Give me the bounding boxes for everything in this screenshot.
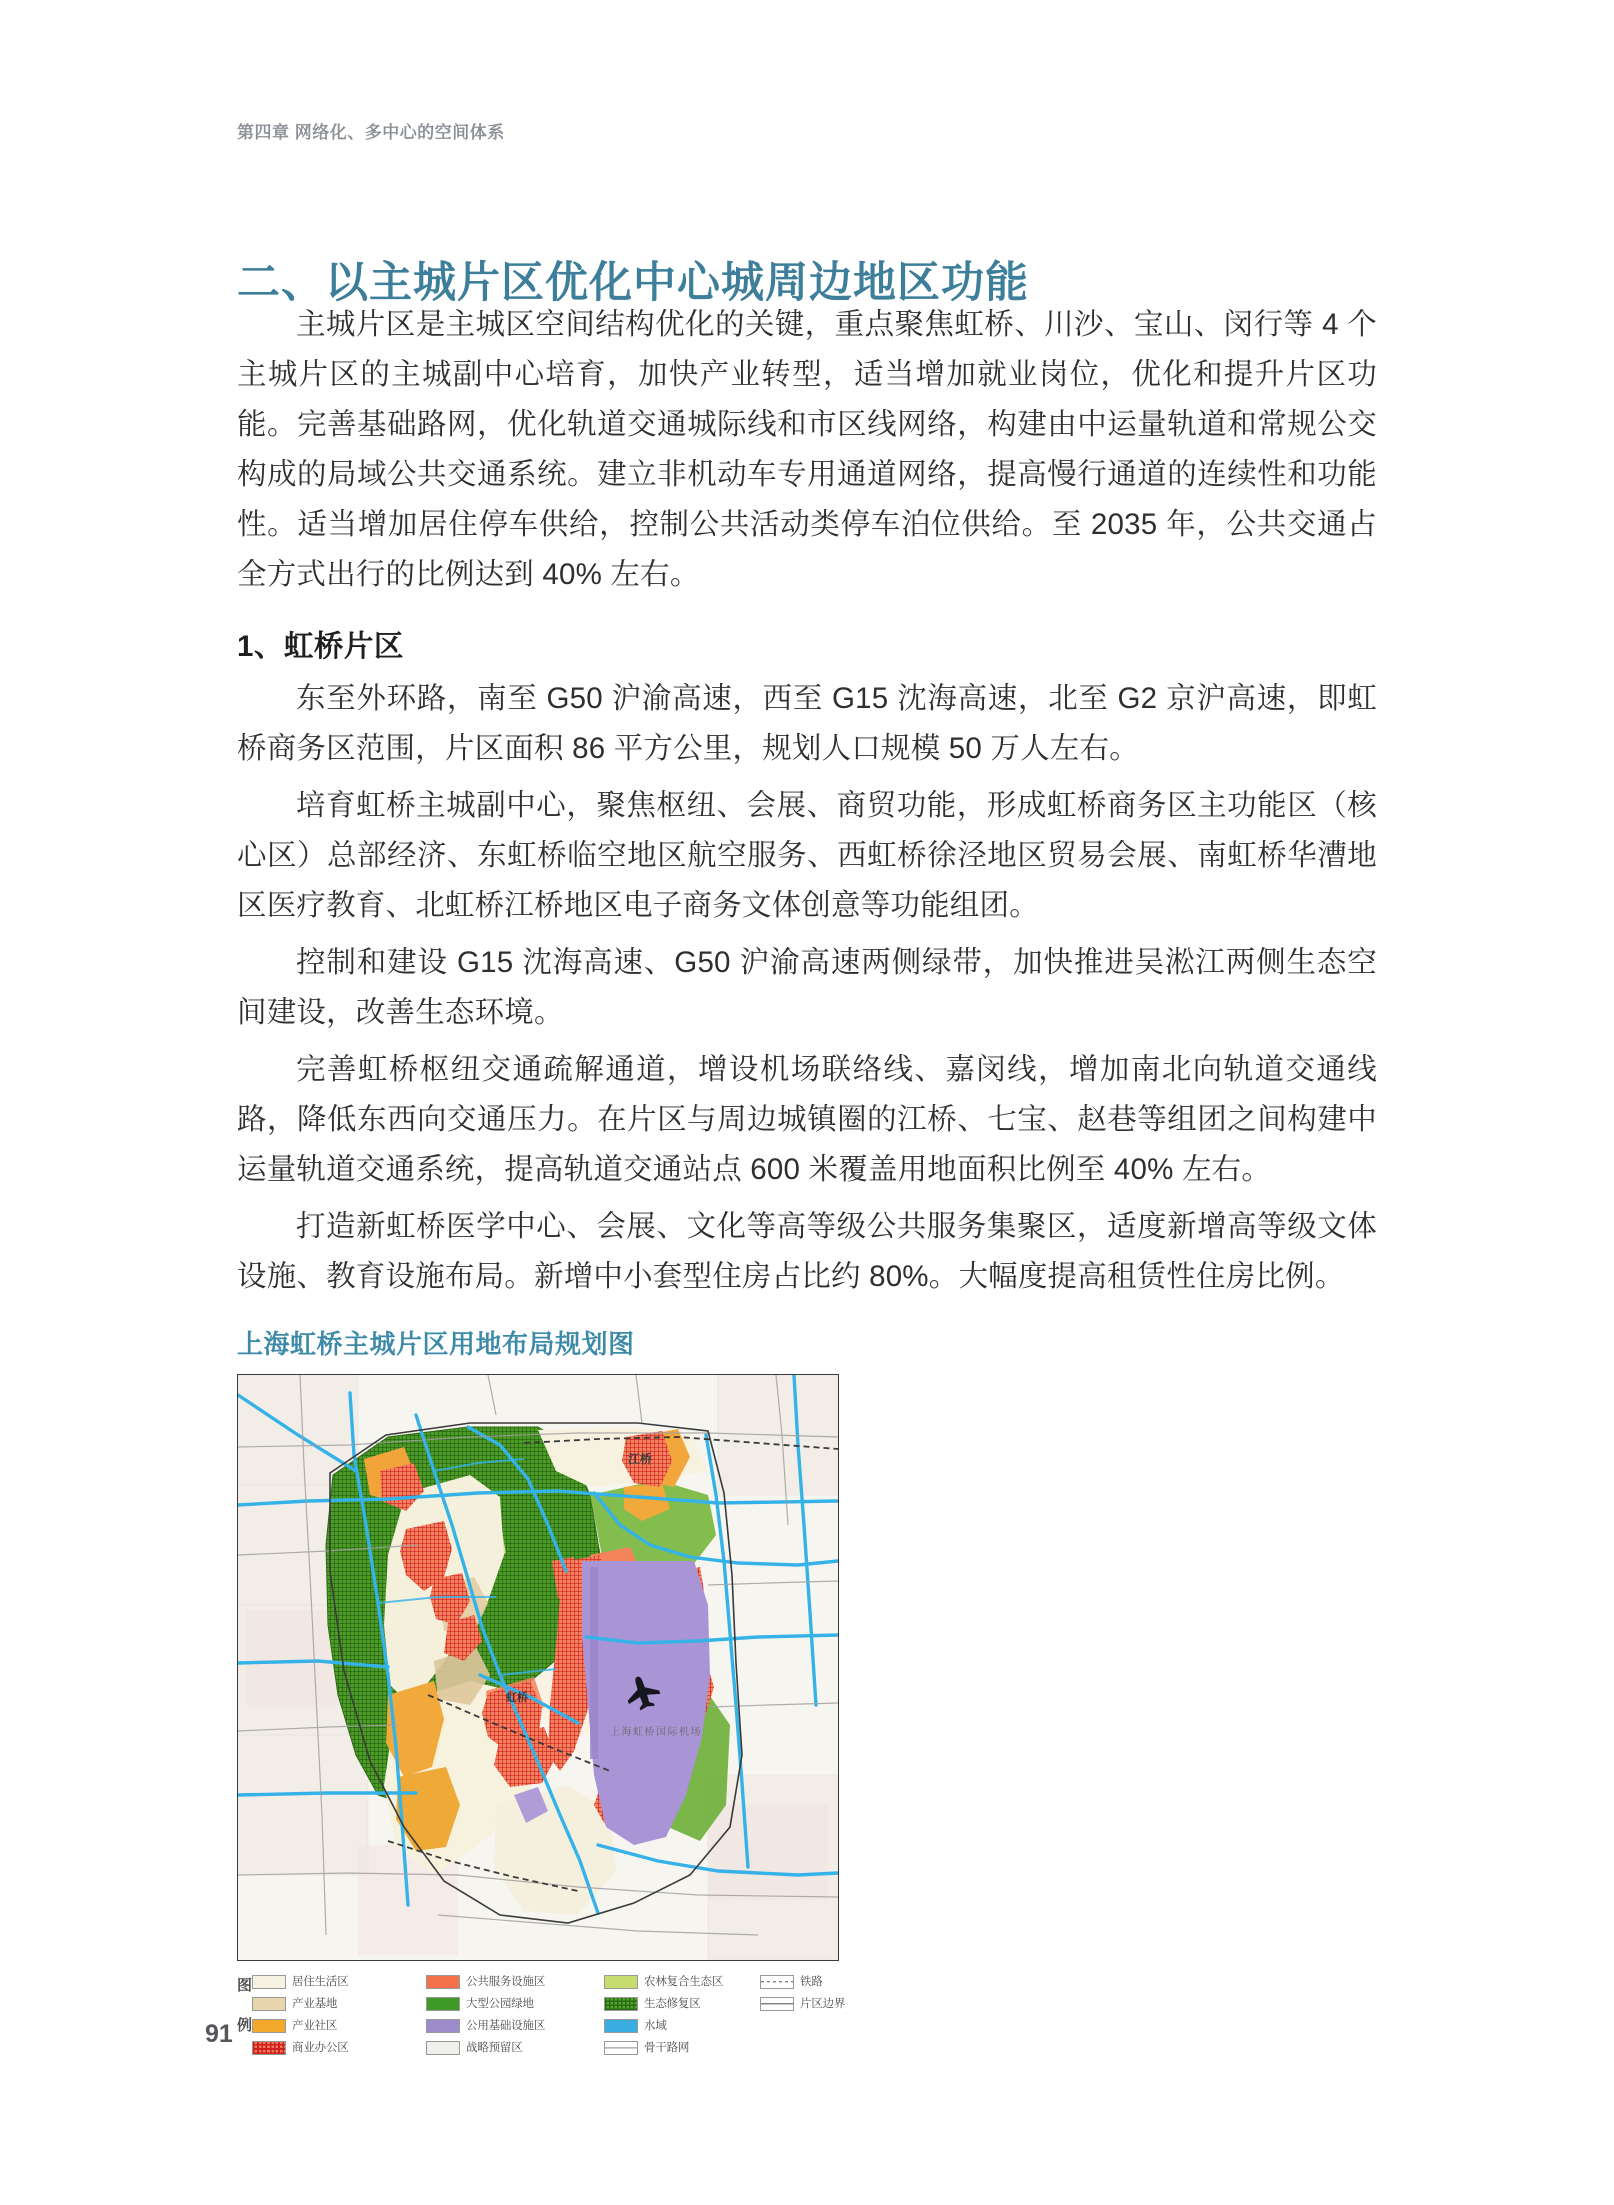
- map-label-airport: 上海虹桥国际机场: [610, 1727, 702, 1738]
- legend-item-industrial-base: [252, 1995, 420, 2012]
- legend-label-industrial-community: 产业社区: [292, 2019, 338, 2032]
- content-column: [237, 300, 1377, 2056]
- paragraph-boundary: 东至外环路，南至 G50 沪渝高速，西至 G15 沈海高速，北至 G2 京沪高速，即虹桥商务区范围，片区面积 86 平方公里，规划人口规模 50 万人左右。: [237, 682, 1377, 765]
- legend-item-water: [604, 2017, 754, 2034]
- legend-swatch-infrastructure: [426, 2019, 460, 2033]
- legend-item-infrastructure: [426, 2017, 598, 2034]
- legend-columns: [252, 1973, 876, 2056]
- legend-column-4: [760, 1973, 876, 2056]
- legend-item-agro-ecological: [604, 1973, 754, 1990]
- legend-column-2: [426, 1973, 598, 2056]
- legend-label-park: 大型公园绿地: [466, 1997, 534, 2010]
- legend-title-char-2: 例: [237, 2017, 253, 2034]
- legend-label-industrial-base: 产业基地: [292, 1997, 338, 2010]
- legend-swatch-commercial-office: [252, 2041, 286, 2055]
- legend-swatch-road-network: [604, 2041, 638, 2055]
- figure-land-use-map: [237, 1324, 1377, 2056]
- legend-swatch-strategic-reserve: [426, 2041, 460, 2055]
- legend-label-residential: 居住生活区: [292, 1975, 349, 1988]
- legend-label-district-boundary: 片区边界: [800, 1997, 846, 2010]
- legend-item-residential: [252, 1973, 420, 1990]
- paragraph-greenbelt: 控制和建设 G15 沈海高速、G50 沪渝高速两侧绿带，加快推进吴淞江两侧生态空间建设，改善生态环境。: [237, 946, 1377, 1029]
- legend-label-infrastructure: 公用基础设施区: [466, 2019, 546, 2032]
- legend-swatch-agro-ecological: [604, 1975, 638, 1989]
- legend-swatch-public-service: [426, 1975, 460, 1989]
- legend-title: [237, 1973, 252, 2037]
- page-title: 二、以主城片区优化中心城周边地区功能: [237, 258, 1029, 307]
- legend-swatch-eco-restoration: [604, 1997, 638, 2011]
- legend-column-3: [604, 1973, 754, 2056]
- legend-item-eco-restoration: [604, 1995, 754, 2012]
- legend-label-road-network: 骨干路网: [644, 2041, 690, 2054]
- legend-label-eco-restoration: 生态修复区: [644, 1997, 701, 2010]
- paragraph-subcenter: 培育虹桥主城副中心，聚焦枢纽、会展、商贸功能，形成虹桥商务区主功能区（核心区）总部经济、东虹桥临空地区航空服务、西虹桥徐泾地区贸易会展、南虹桥华漕地区医疗教育、北虹桥江桥地区电子商务文体创意等功能组团。: [237, 789, 1377, 922]
- legend-swatch-industrial-base: [252, 1997, 286, 2011]
- legend-swatch-industrial-community: [252, 2019, 286, 2033]
- legend-title-char-1: 图: [237, 1977, 253, 1994]
- map-graphic: [238, 1375, 838, 1960]
- page-number: 91: [205, 2020, 233, 2048]
- legend-item-park: [426, 1995, 598, 2012]
- paragraph-transit: 完善虹桥枢纽交通疏解通道，增设机场联络线、嘉闵线，增加南北向轨道交通线路，降低东西向交通压力。在片区与周边城镇圈的江桥、七宝、赵巷等组团之间构建中运量轨道交通系统，提高轨道交通站点 600 米覆盖用地面积比例至 40% 左右。: [237, 1053, 1377, 1186]
- legend-label-strategic-reserve: 战略预留区: [466, 2041, 523, 2054]
- map-legend: [237, 1973, 857, 2056]
- legend-label-commercial-office: 商业办公区: [292, 2041, 349, 2054]
- legend-label-water: 水域: [644, 2019, 667, 2032]
- legend-item-industrial-community: [252, 2017, 420, 2034]
- map-image: [237, 1374, 839, 1961]
- map-label-hongqiao: 虹桥: [506, 1692, 528, 1704]
- legend-label-agro-ecological: 农林复合生态区: [644, 1975, 724, 1988]
- map-label-jiangqiao: 江桥: [628, 1452, 653, 1466]
- legend-item-commercial-office: [252, 2039, 420, 2056]
- paragraph-services: 打造新虹桥医学中心、会展、文化等高等级公共服务集聚区，适度新增高等级文体设施、教育设施布局。新增中小套型住房占比约 80%。大幅度提高租赁性住房比例。: [237, 1210, 1377, 1293]
- legend-label-public-service: 公共服务设施区: [466, 1975, 546, 1988]
- legend-swatch-railway: [760, 1975, 794, 1989]
- legend-swatch-water: [604, 2019, 638, 2033]
- legend-item-strategic-reserve: [426, 2039, 598, 2056]
- paragraph-intro: 主城片区是主城区空间结构优化的关键，重点聚焦虹桥、川沙、宝山、闵行等 4 个主城片区的主城副中心培育，加快产业转型，适当增加就业岗位，优化和提升片区功能。完善基础路网，优化轨道交通城际线和市区线网络，构建由中运量轨道和常规公交构成的局域公共交通系统。建立非机动车专用通道网络，提高慢行通道的连续性和功能性。适当增加居住停车供给，控制公共活动类停车泊位供给。至 2035 年，公共交通占全方式出行的比例达到 40% 左右。: [237, 308, 1377, 591]
- legend-item-railway: [760, 1973, 876, 1990]
- legend-swatch-residential: [252, 1975, 286, 1989]
- figure-caption: 上海虹桥主城片区用地布局规划图: [237, 1329, 635, 1359]
- legend-swatch-district-boundary: [760, 1997, 794, 2011]
- section-heading-hongqiao: 1、虹桥片区: [237, 630, 404, 663]
- legend-item-road-network: [604, 2039, 754, 2056]
- running-header: 第四章 网络化、多中心的空间体系: [237, 123, 505, 142]
- legend-label-railway: 铁路: [800, 1975, 823, 1988]
- legend-swatch-park: [426, 1997, 460, 2011]
- legend-item-public-service: [426, 1973, 598, 1990]
- legend-column-1: [252, 1973, 420, 2056]
- legend-item-district-boundary: [760, 1995, 876, 2012]
